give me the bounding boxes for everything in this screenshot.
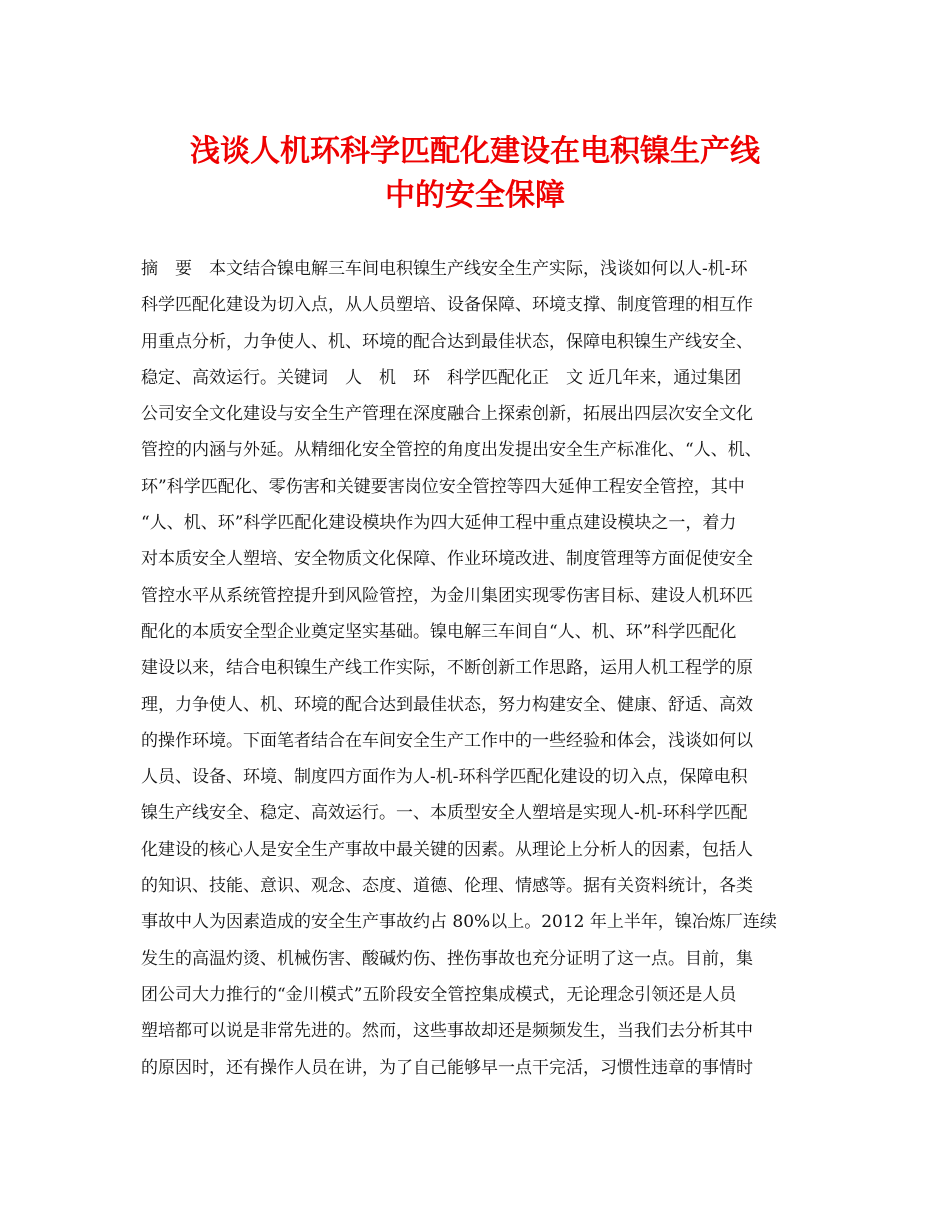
body-line: 人员、设备、环境、制度四方面作为人-机-环科学匹配化建设的切入点，保障电积 bbox=[141, 767, 748, 788]
body-line: 镍生产线安全、稳定、高效运行。一、本质型安全人塑培是实现人-机-环科学匹配 bbox=[141, 803, 748, 824]
body-line: 化建设的核心人是安全生产事故中最关键的因素。从理论上分析人的因素，包括人 bbox=[141, 839, 753, 860]
body-line: 事故中人为因素造成的安全生产事故约占 80%以上。2012 年上半年，镍冶炼厂连续 bbox=[141, 912, 777, 933]
body-line: “人、机、环”科学匹配化建设模块作为四大延伸工程中重点建设模块之一，着力 bbox=[141, 513, 737, 534]
document-title-line-1: 浅谈人机环科学匹配化建设在电积镍生产线 bbox=[190, 134, 760, 169]
body-line: 对本质安全人塑培、安全物质文化保障、作业环境改进、制度管理等方面促使安全 bbox=[141, 549, 753, 570]
body-line: 的操作环境。下面笔者结合在车间安全生产工作中的一些经验和体会，浅谈如何以 bbox=[141, 730, 753, 751]
body-line: 摘 要 本文结合镍电解三车间电积镍生产线安全生产实际，浅谈如何以人-机-环 bbox=[141, 259, 748, 279]
body-line: 的原因时，还有操作人员在讲，为了自己能够早一点干完活，习惯性违章的事情时 bbox=[141, 1057, 753, 1078]
body-line: 公司安全文化建设与安全生产管理在深度融合上探索创新，拓展出四层次安全文化 bbox=[141, 404, 753, 425]
body-line: 用重点分析，力争使人、机、环境的配合达到最佳状态，保障电积镍生产线安全、 bbox=[141, 331, 753, 352]
document-title-line-2: 中的安全保障 bbox=[385, 178, 565, 213]
document-body bbox=[141, 255, 841, 1090]
body-line: 发生的高温灼烫、机械伤害、酸碱灼伤、挫伤事故也充分证明了这一点。目前，集 bbox=[141, 948, 753, 969]
body-line: 管控的内涵与外延。从精细化安全管控的角度出发提出安全生产标准化、“人、机、 bbox=[141, 440, 762, 461]
body-line: 的知识、技能、意识、观念、态度、道德、伦理、情感等。据有关资料统计，各类 bbox=[141, 876, 753, 897]
body-line: 管控水平从系统管控提升到风险管控，为金川集团实现零伤害目标、建设人机环匹 bbox=[141, 585, 753, 606]
body-line: 团公司大力推行的“金川模式”五阶段安全管控集成模式，无论理念引领还是人员 bbox=[141, 984, 737, 1005]
body-line: 建设以来，结合电积镍生产线工作实际，不断创新工作思路，运用人机工程学的原 bbox=[141, 658, 753, 679]
body-line: 稳定、高效运行。关键词 人 机 环 科学匹配化正 文 近几年来，通过集团 bbox=[141, 367, 742, 388]
body-line: 科学匹配化建设为切入点，从人员塑培、设备保障、环境支撑、制度管理的相互作 bbox=[141, 295, 753, 316]
body-line: 环”科学匹配化、零伤害和关键要害岗位安全管控等四大延伸工程安全管控，其中 bbox=[141, 476, 745, 497]
body-line: 配化的本质安全型企业奠定坚实基础。镍电解三车间自“人、机、环”科学匹配化 bbox=[141, 621, 737, 642]
body-line: 理，力争使人、机、环境的配合达到最佳状态，努力构建安全、健康、舒适、高效 bbox=[141, 694, 753, 715]
body-line: 塑培都可以说是非常先进的。然而，这些事故却还是频频发生，当我们去分析其中 bbox=[141, 1021, 753, 1042]
